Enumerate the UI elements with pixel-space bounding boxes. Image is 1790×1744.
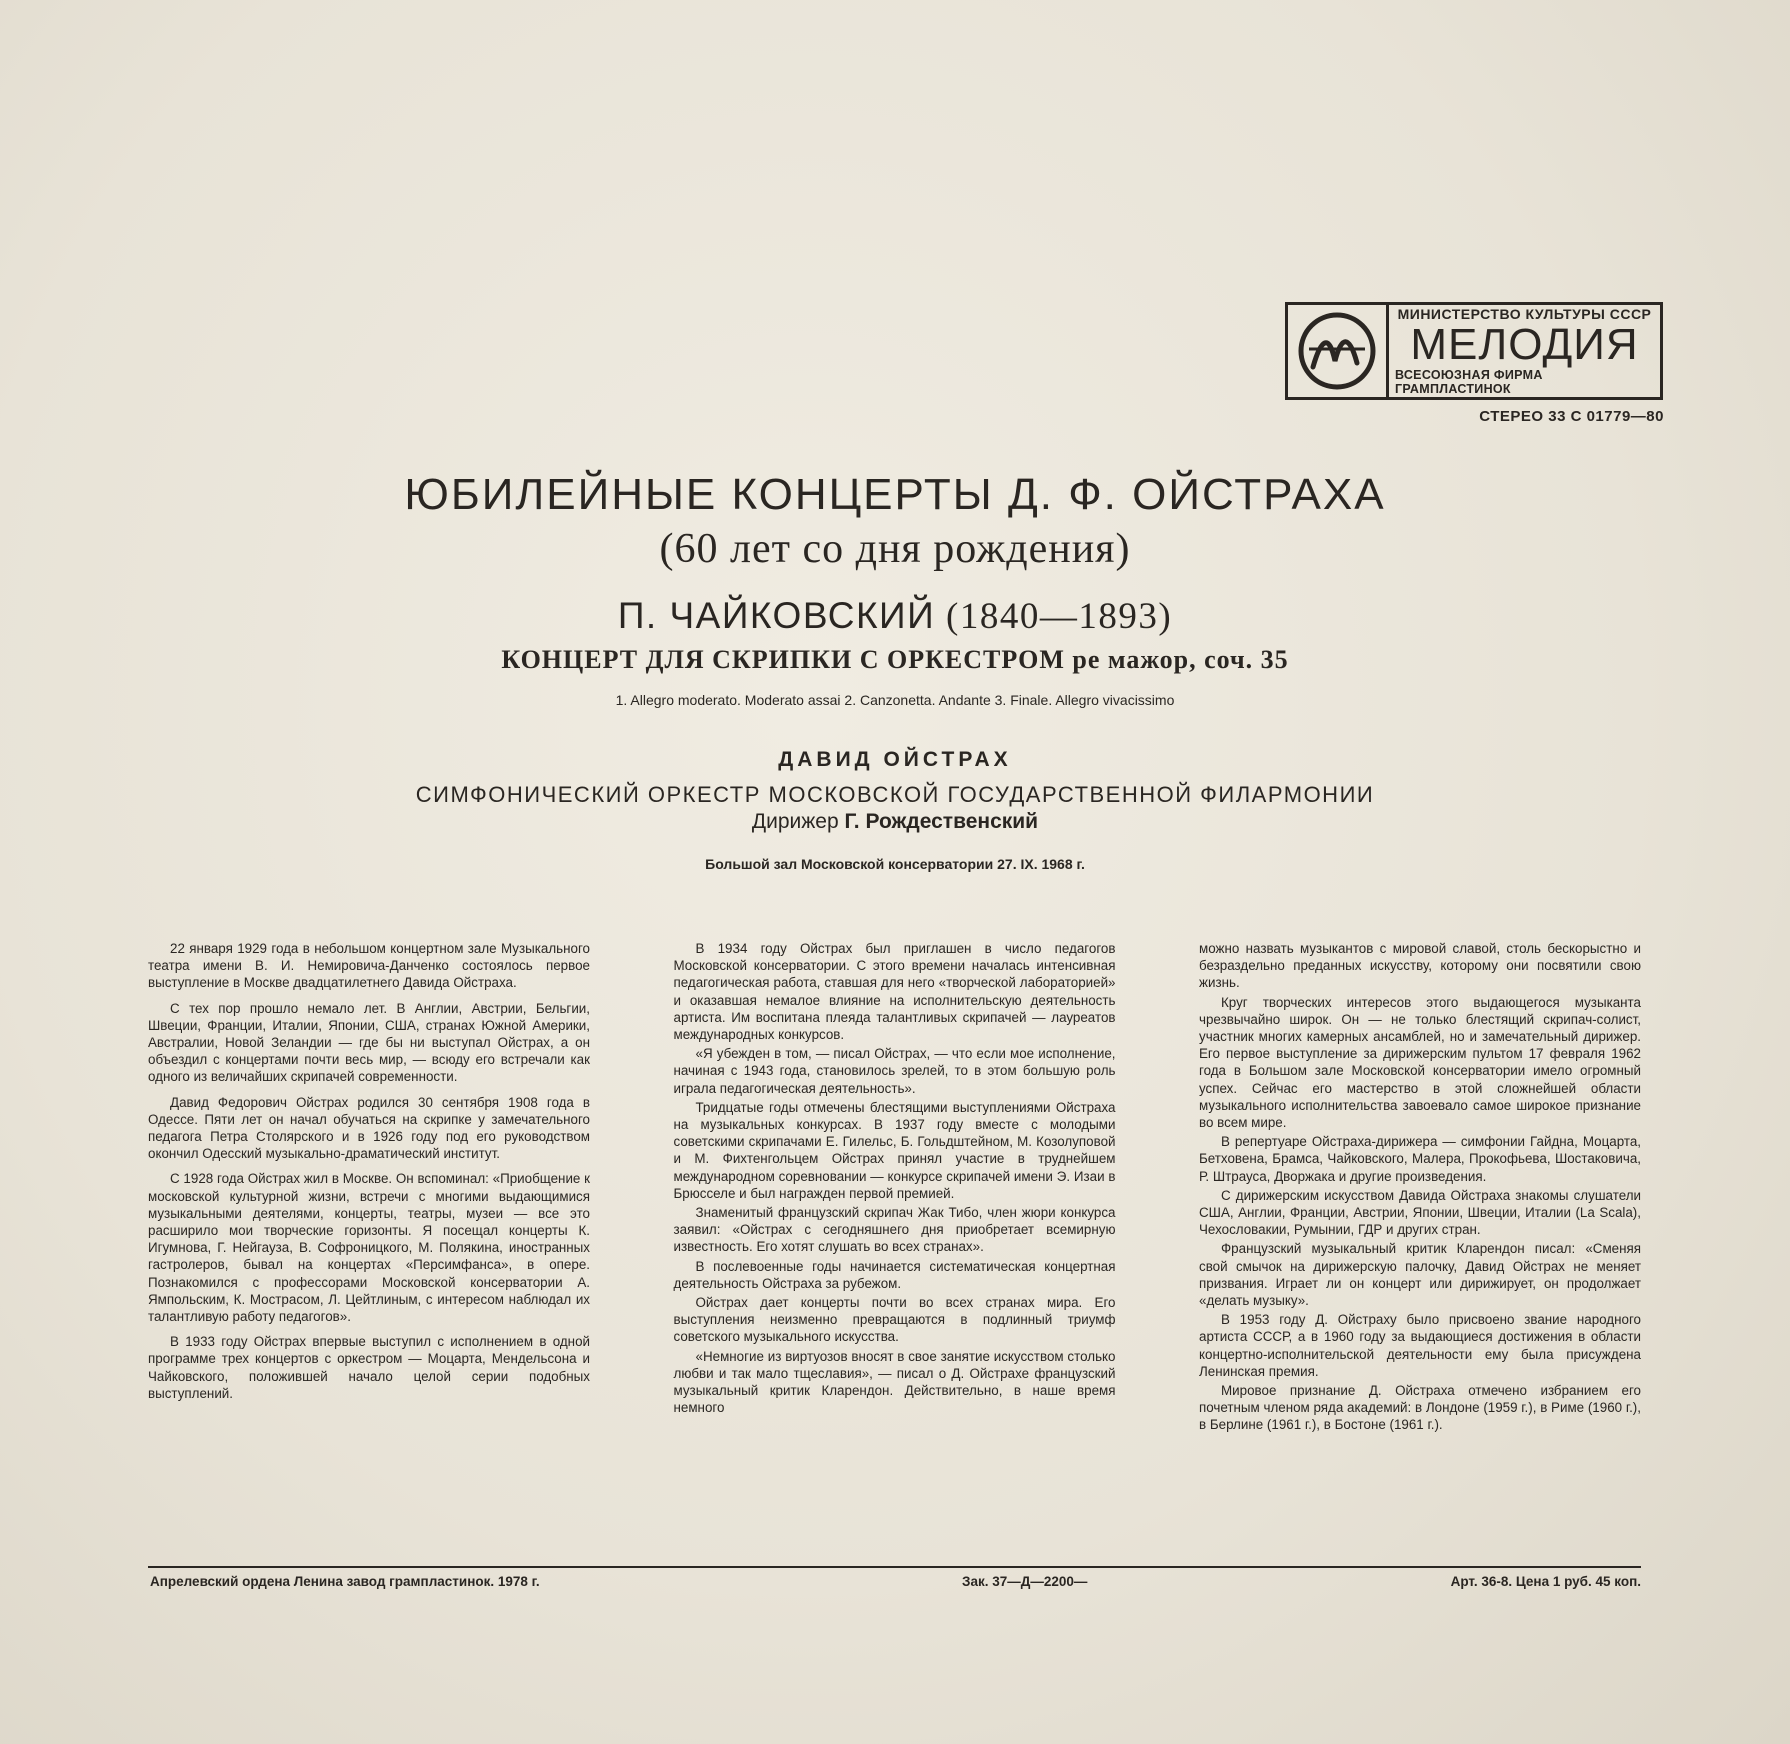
conductor-name: Г. Рождественский [844, 810, 1039, 833]
paragraph: В послевоенные годы начинается систематическая концертная деятельность Ойстраха за рубежом. [673, 1258, 1116, 1291]
composer-line [0, 595, 1790, 638]
recording-venue: Большой зал Московской консерватории 27. IX. 1968 г. [705, 856, 1085, 872]
melodiya-logo-icon [1288, 305, 1389, 397]
brand-name: МЕЛОДИЯ [1410, 320, 1639, 369]
notes-column-1 [148, 940, 590, 1520]
paragraph: С дирижерским искусством Давида Ойстраха знакомы слушатели США, Англии, Франции, Австрии, Японии, Швеции, Италии (La Scala), Чехословакии, Румынии, ГДР и других стран. [1199, 1187, 1641, 1238]
conductor-label: Дирижер [751, 810, 839, 833]
composer-years: (1840—1893) [946, 596, 1173, 637]
composer-name: П. ЧАЙКОВСКИЙ [617, 595, 936, 636]
paragraph: можно назвать музыкантов с мировой славой, столь бескорыстно и безраздельно преданных искусству, которому они посвятили свою жизнь. [1199, 941, 1641, 991]
paragraph: В репертуаре Ойстраха-дирижера — симфонии Гайдна, Моцарта, Бетховена, Брамса, Чайковского, Малера, Прокофьева, Шостаковича, Р. Штрауса, Дворжака и другие произведения. [1199, 1134, 1641, 1184]
footer-manufacturer: Апрелевский ордена Ленина завод грампластинок. 1978 г. [150, 1574, 540, 1589]
paragraph: Тридцатые годы отмечены блестящими выступлениями Ойстраха на музыкальных конкурсах. В 1937 году вместе с молодыми советскими скрипачами Е. Гилельс, Б. Гольдштейном, М. Козолуповой и М. Фихтенгольцем Ойстрах принял участие в труднейшем международном соревновании — конкурсе скрипачей имени Э. Изаи в Брюсселе и был награжден первой премией. [673, 1099, 1116, 1201]
liner-notes [148, 940, 1641, 1520]
paragraph: В 1933 году Ойстрах впервые выступил с исполнением в одной программе трех концертов с оркестром — Моцарта, Мендельсона и Чайковского, положившей начало целой серии подобных выступлений. [148, 1334, 590, 1401]
paragraph: С тех пор прошло немало лет. В Англии, Австрии, Бельгии, Швеции, Франции, Италии, Японии, США, странах Южной Америки, Австралии, Новой Зеландии — где бы ни выступал Ойстрах, а он объездил с концертами почти весь мир, — всюду его встречали как одного из величайших скрипачей современности. [148, 1000, 590, 1085]
work-key: ре мажор, соч. 35 [1072, 645, 1289, 674]
album-title: ЮБИЛЕЙНЫЕ КОНЦЕРТЫ Д. Ф. ОЙСТРАХА [404, 470, 1386, 519]
paragraph: Давид Федорович Ойстрах родился 30 сентября 1908 года в Одессе. Пяти лет он начал обучаться на скрипке у замечательного педагога Петра Столярского и в 1926 году под его руководством окончил Одесский музыкально-драматический институт. [148, 1094, 590, 1162]
paragraph: С 1928 года Ойстрах жил в Москве. Он вспоминал: «Приобщение к московской культурной жизни, встречи с многими выдающимися музыкальными деятелями, концерты, театры, музеи — все это расширило мои творческие горизонты. Я посещал концерты К. Игумнова, Г. Нейгауза, В. Софроницкого, М. Полякина, иностранных гастролеров, бывал на концертах «Персимфанса», в опере. Познакомился с профессорами Московской консерватории А. Ямпольским, К. Мострасом, Л. Цейтлиным, с интересом наблюдал их талантливую работу педагогов». [148, 1171, 590, 1325]
paragraph: «Немногие из виртуозов вносят в свое занятие искусством столько любви и так мало тщеславия», — писал о Д. Ойстрахе французский музыкальный критик Кларендон. Действительно, в наше время немного [673, 1348, 1116, 1416]
footer-divider [148, 1566, 1641, 1568]
paragraph: Мировое признание Д. Ойстраха отмечено избранием его почетным членом ряда академий: в Лондоне (1959 г.), в Риме (1960 г.), в Берлине (1961 г.), в Бостоне (1961 г.). [1199, 1383, 1641, 1433]
footer-order: Зак. 37—Д—2200— [962, 1574, 1088, 1589]
conductor-line [0, 810, 1790, 834]
catalog-number: СТЕРЕО 33 С 01779—80 [1479, 408, 1664, 425]
paragraph: В 1953 году Д. Ойстраху было присвоено звание народного артиста СССР, а в 1960 году за выдающиеся достижения в области концертно-исполнительской деятельности ему была присуждена Ленинская премия. [1199, 1312, 1641, 1379]
notes-column-2 [674, 940, 1116, 1520]
paragraph: Знаменитый французский скрипач Жак Тибо, член жюри конкурса заявил: «Ойстрах с сегодняшнего дня приобретает всемирную известность. Его хотят слушать во всех странах». [673, 1205, 1116, 1255]
album-subtitle: (60 лет со дня рождения) [659, 526, 1131, 572]
paragraph: «Я убежден в том, — писал Ойстрах, — что если мое исполнение, начиная с 1943 года, становилось зрелей, то в этом большую роль играла педагогическая деятельность». [673, 1046, 1116, 1096]
soloist: ДАВИД ОЙСТРАХ [778, 748, 1012, 771]
ministry-text: МИНИСТЕРСТВО КУЛЬТУРЫ СССР [1397, 306, 1652, 322]
firm-text: ВСЕСОЮЗНАЯ ФИРМА ГРАМПЛАСТИНОК [1395, 368, 1543, 396]
work-title-line [0, 645, 1790, 675]
orchestra: СИМФОНИЧЕСКИЙ ОРКЕСТР МОСКОВСКОЙ ГОСУДАРСТВЕННОЙ ФИЛАРМОНИИ [415, 782, 1375, 807]
paragraph: Круг творческих интересов этого выдающегося музыканта чрезвычайно широк. Он — не только блестящий скрипач-солист, участник многих камерных ансамблей, но и замечательный дирижер. Его первое выступление за дирижерским пультом 17 февраля 1962 года в Большом зале Московской консерватории имело огромный успех. Сейчас его мастерство в этой сложнейшей области музыкального исполнительства завоевало самое широкое признание во всем мире. [1199, 994, 1641, 1131]
work-title: КОНЦЕРТ ДЛЯ СКРИПКИ С ОРКЕСТРОМ [501, 645, 1065, 674]
footer-price: Арт. 36-8. Цена 1 руб. 45 коп. [1450, 1574, 1641, 1589]
label-text [1389, 305, 1660, 397]
notes-column-3 [1199, 940, 1641, 1520]
paragraph: 22 января 1929 года в небольшом концертном зале Музыкального театра имени В. И. Немировича-Данченко состоялось первое выступление в Москве двадцатилетнего Давида Ойстраха. [148, 941, 590, 991]
melodiya-label [1285, 302, 1663, 400]
paragraph: В 1934 году Ойстрах был приглашен в число педагогов Московской консерватории. С этого времени началась интенсивная педагогическая работа, ставшая для него «творческой лабораторией» и оказавшая немалое влияние на исполнительскую деятельность артиста. Им воспитана плеяда талантливых скрипачей — лауреатов международных конкурсов. [673, 941, 1116, 1043]
movements: 1. Allegro moderato. Moderato assai 2. Canzonetta. Andante 3. Finale. Allegro vivacissimo [615, 692, 1175, 708]
paragraph: Ойстрах дает концерты почти во всех странах мира. Его выступления неизменно превращаются в подлинный триумф советского музыкального искусства. [673, 1295, 1116, 1345]
paragraph: Французский музыкальный критик Кларендон писал: «Сменяя свой смычок на дирижерскую палочку, Давид Ойстрах не меняет призвания. Играет ли он концерт или дирижирует, он продолжает «делать музыку». [1199, 1241, 1641, 1309]
